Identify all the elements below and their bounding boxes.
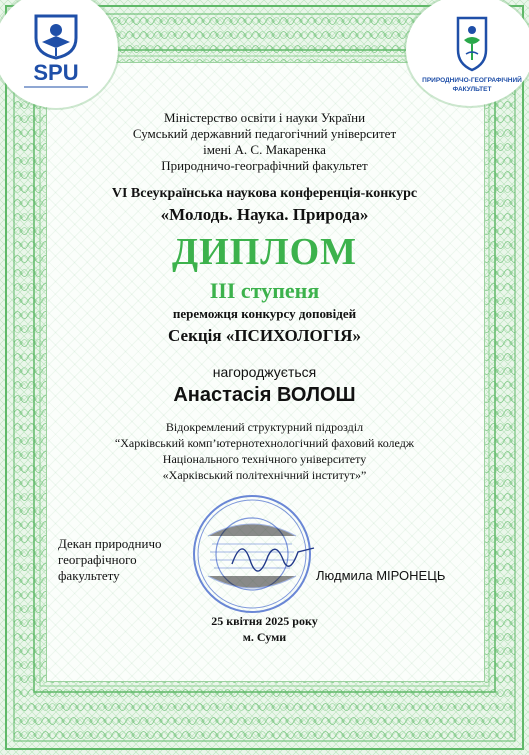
organization-line-3: Національного технічного університету xyxy=(162,452,367,466)
organization-line-4: «Харківський політехнічний інститут»” xyxy=(162,468,367,482)
faculty-logo xyxy=(406,0,529,106)
dean-title xyxy=(58,536,178,584)
organization-line-1: Відокремлений структурний підрозділ xyxy=(165,420,364,434)
university-emblem-icon xyxy=(26,12,86,60)
dean-line-3: факультету xyxy=(58,568,120,583)
conference-title: VI Всеукраїнська наукова конференція-конкурс xyxy=(111,186,418,201)
dean-line-1: Декан природничо xyxy=(58,536,162,551)
diploma-degree: ІІІ ступеня xyxy=(209,278,320,303)
university-abbreviation: SPU xyxy=(33,60,79,85)
university-name-line: імені А. С. Макаренка xyxy=(203,142,326,157)
faculty-line: Природничо-географічний факультет xyxy=(161,158,368,173)
logo-underline xyxy=(24,86,88,88)
faculty-emblem-icon xyxy=(454,14,490,72)
organization-line-2: “Харківський комп’ютернотехнологічний фаховий коледж xyxy=(114,436,415,450)
diploma-title: ДИПЛОМ xyxy=(172,231,357,273)
faculty-logo-caption: ПРИРОДНИЧО-ГЕОГРАФІЧНИЙ ФАКУЛЬТЕТ xyxy=(422,77,522,93)
university-line: Сумський державний педагогічний університет xyxy=(132,126,397,141)
ministry-line: Міністерство освіти і науки України xyxy=(163,110,366,125)
signer-name: Людмила МІРОНЕЦЬ xyxy=(316,568,446,583)
handwritten-signature xyxy=(228,530,318,580)
winner-line: переможця конкурсу доповідей xyxy=(172,306,357,321)
section-name: Секція «ПСИХОЛОГІЯ» xyxy=(168,326,361,345)
issue-date: 25 квітня 2025 року xyxy=(211,614,318,628)
issue-city: м. Суми xyxy=(242,630,287,644)
conference-name: «Молодь. Наука. Природа» xyxy=(160,205,369,224)
recipient-name: Анастасія ВОЛОШ xyxy=(173,384,356,406)
awarded-text: нагороджується xyxy=(212,364,317,380)
dean-line-2: географічного xyxy=(58,552,137,567)
